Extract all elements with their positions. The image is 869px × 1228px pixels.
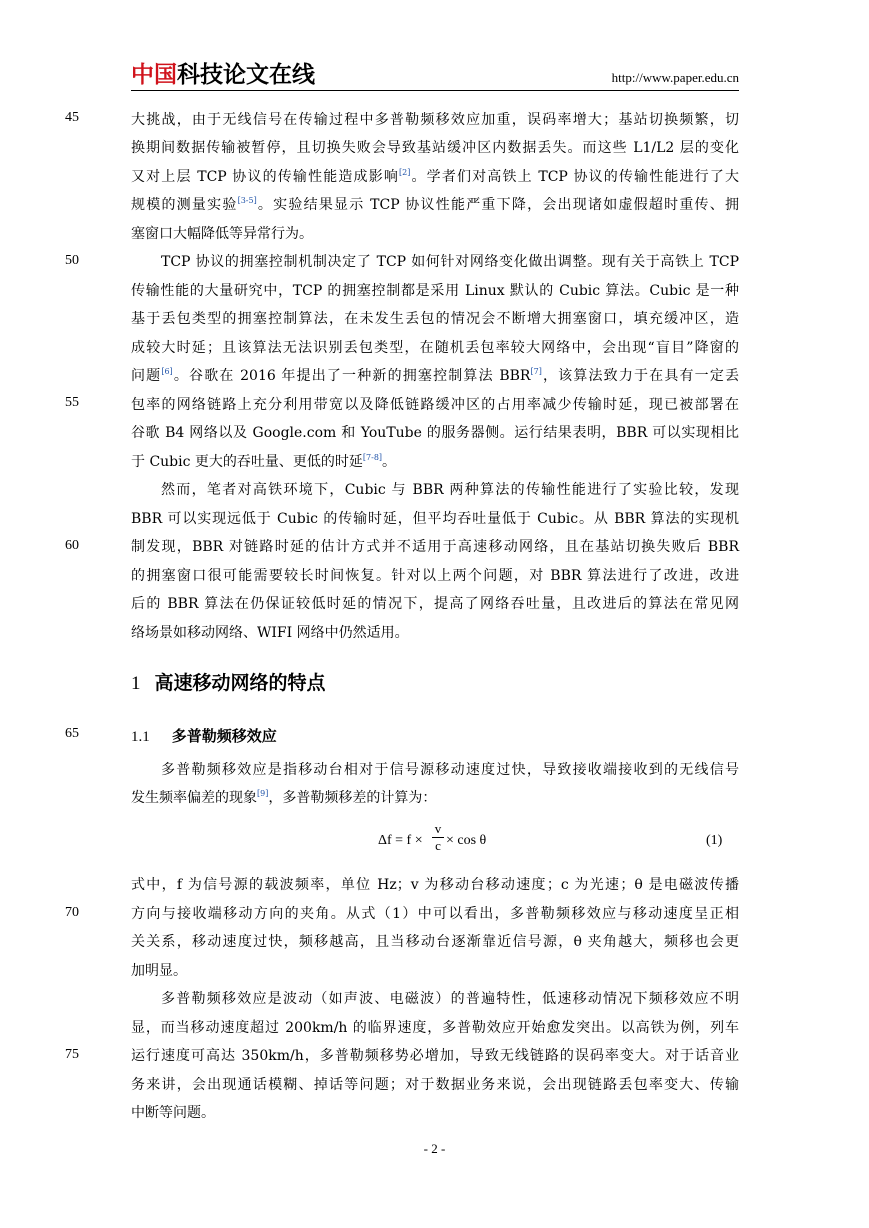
text-line: 运行速度可高达 350km/h，多普勒频移势必增加，导致无线链路的误码率变大。对于话音业 (131, 1048, 739, 1064)
text-line: 大挑战，由于无线信号在传输过程中多普勒频移效应加重，误码率增大；基站切换频繁，切 (131, 112, 739, 128)
citation[interactable]: [7] (530, 367, 542, 376)
line-number: 70 (65, 905, 79, 920)
citation[interactable]: [3-5] (237, 196, 257, 205)
text-line: 发生频率偏差的现象[9]，多普勒频移差的计算为： (131, 789, 437, 806)
text-line: 后的 BBR 算法在仍保证较低时延的情况下，提高了网络吞吐量，且改进后的算法在常见网 (131, 596, 739, 612)
citation[interactable]: [6] (161, 367, 173, 376)
citation[interactable]: [7-8] (362, 453, 383, 462)
fraction-numerator: v (434, 821, 442, 836)
site-logo (131, 62, 315, 88)
equation (378, 822, 518, 862)
section-number: 1 (131, 673, 141, 694)
equation-rhs: × cos θ (446, 833, 487, 848)
text-line: 中断等问题。 (131, 1105, 215, 1121)
line-number: 65 (65, 726, 79, 741)
citation[interactable]: [2] (399, 168, 411, 177)
text-line: 基于丢包类型的拥塞控制算法，在未发生丢包的情况会不断增大拥塞窗口，填充缓冲区，造 (131, 311, 739, 327)
logo-black-text: 科技论文在线 (177, 62, 315, 88)
line-number: 60 (65, 538, 79, 553)
text-line: 关关系，移动速度过快，频移越高，且当移动台逐渐靠近信号源，θ 夹角越大，频移也会更 (131, 934, 739, 950)
text-line: 多普勒频移效应是波动（如声波、电磁波）的普遍特性，低速移动情况下频移效应不明 (161, 991, 739, 1007)
text-line: 于 Cubic 更大的吞吐量、更低的时延[7-8]。 (131, 453, 397, 470)
text-line: 多普勒频移效应是指移动台相对于信号源移动速度过快，导致接收端接收到的无线信号 (161, 762, 739, 778)
text-line: 然而，笔者对高铁环境下，Cubic 与 BBR 两种算法的传输性能进行了实验比较，发现 (161, 482, 739, 498)
text-line: 成较大时延；且该算法无法识别丢包类型，在随机丢包率较大网络中，会出现“盲目”降窗的 (131, 340, 739, 356)
text-line: 方向与接收端移动方向的夹角。从式（1）中可以看出，多普勒频移效应与移动速度呈正相 (131, 906, 739, 922)
subsection-title: 多普勒频移效应 (171, 727, 277, 745)
equation-fraction (432, 822, 444, 853)
page-header (131, 62, 739, 91)
logo-red-text: 中国 (131, 62, 177, 88)
text-line: 络场景如移动网络、WIFI 网络中仍然适用。 (131, 625, 409, 641)
text-line: 传输性能的大量研究中，TCP 的拥塞控制都是采用 Linux 默认的 Cubic 算法。Cubic 是一种 (131, 283, 739, 299)
text-line: 显，而当移动速度超过 200km/h 的临界速度，多普勒效应开始愈发突出。以高铁为例，列车 (131, 1020, 739, 1036)
subsection-heading (131, 725, 277, 746)
equation-lhs: Δf = f × (378, 833, 423, 848)
text-line: 加明显。 (131, 963, 187, 979)
equation-number: (1) (706, 833, 723, 848)
text-line: 又对上层 TCP 协议的传输性能造成影响[2]。学者们对高铁上 TCP 协议的传输性能进行了大 (131, 168, 739, 185)
text-line: 换期间数据传输被暂停，且切换失败会导致基站缓冲区内数据丢失。而这些 L1/L2 层的变化 (131, 140, 739, 156)
text-line: 务来讲，会出现通话模糊、掉话等问题；对于数据业务来说，会出现链路丢包率变大、传输 (131, 1077, 739, 1093)
text-line: 制发现，BBR 对链路时延的估计方式并不适用于高速移动网络，且在基站切换失败后 BBR (131, 539, 739, 555)
text-line: 包率的网络链路上充分利用带宽以及降低链路缓冲区的占用率减少传输时延，现已被部署在 (131, 397, 739, 413)
text-line: BBR 可以实现远低于 Cubic 的传输时延，但平均吞吐量低于 Cubic。从 BBR 算法的实现机 (131, 511, 739, 527)
subsection-number: 1.1 (131, 729, 150, 745)
text-line: 谷歌 B4 网络以及 Google.com 和 YouTube 的服务器侧。运行结果表明，BBR 可以实现相比 (131, 425, 739, 441)
text-line: 规模的测量实验[3-5]。实验结果显示 TCP 协议性能严重下降，会出现诸如虚假超时重传、拥 (131, 196, 740, 213)
line-number: 75 (65, 1047, 79, 1062)
text-line: 塞窗口大幅降低等异常行为。 (131, 226, 313, 242)
citation[interactable]: [9] (257, 789, 269, 798)
line-number: 55 (65, 395, 79, 410)
line-number: 50 (65, 253, 79, 268)
text-line: TCP 协议的拥塞控制机制决定了 TCP 如何针对网络变化做出调整。现有关于高铁上 TCP (161, 254, 739, 270)
text-line: 问题[6]。谷歌在 2016 年提出了一种新的拥塞控制算法 BBR[7]，该算法致力于在具有一定丢 (131, 367, 740, 384)
section-title: 高速移动网络的特点 (154, 672, 326, 694)
fraction-denominator: c (435, 838, 441, 853)
line-number: 45 (65, 110, 79, 125)
header-url: http://www.paper.edu.cn (611, 70, 739, 85)
text-line: 式中，f 为信号源的载波频率，单位 Hz；v 为移动台移动速度；c 为光速；θ 是电磁波传播 (131, 877, 739, 893)
page-number: - 2 - (423, 1141, 446, 1156)
section-heading (131, 668, 326, 695)
text-line: 的拥塞窗口很可能需要较长时间恢复。针对以上两个问题，对 BBR 算法进行了改进，改进 (131, 568, 739, 584)
